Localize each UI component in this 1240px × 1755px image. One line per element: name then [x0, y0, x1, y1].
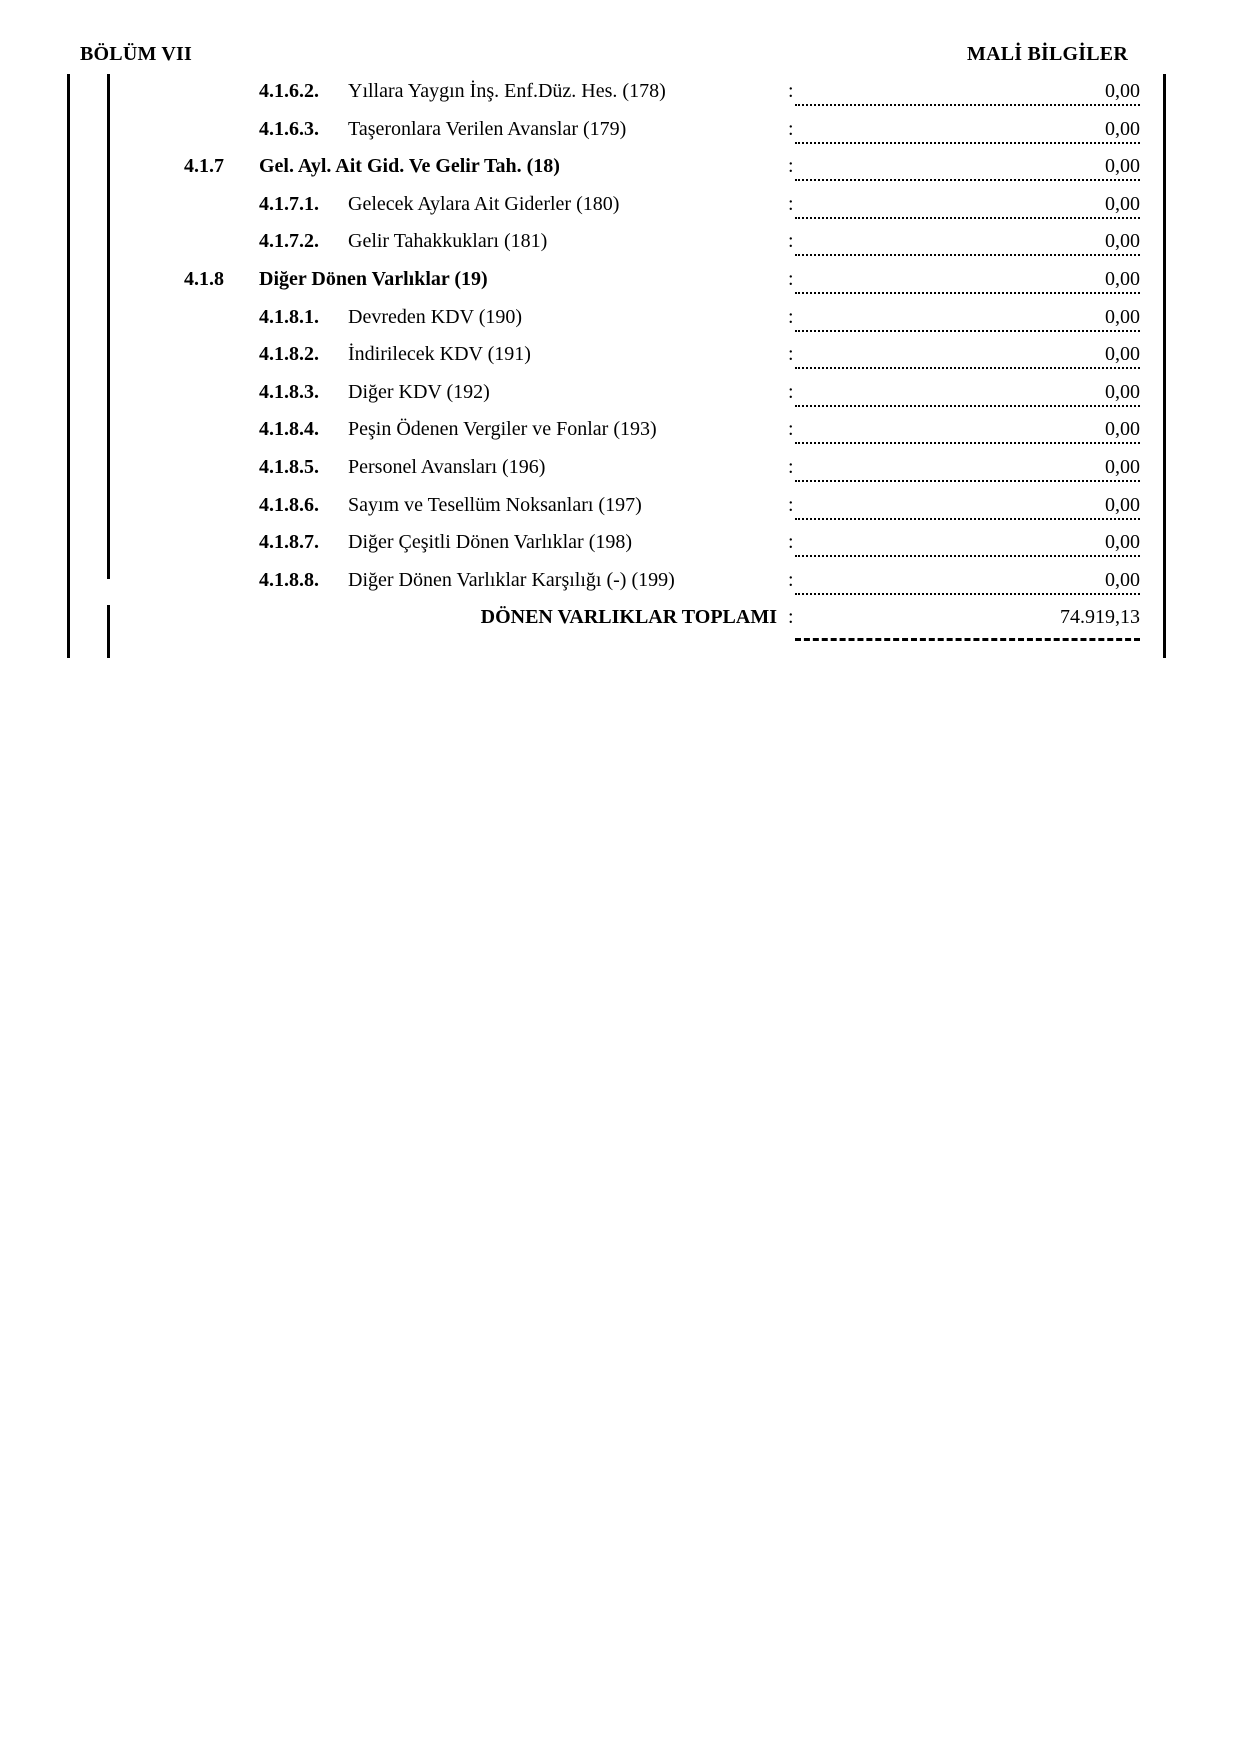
account-label: Diğer KDV (192) — [348, 380, 490, 403]
account-value: 0,00 — [1105, 267, 1140, 290]
account-label: Sayım ve Tesellüm Noksanları (197) — [348, 493, 642, 516]
dotted-leader — [795, 292, 1140, 294]
account-number: 4.1.7 — [184, 155, 224, 178]
account-value: 0,00 — [1105, 230, 1140, 253]
account-list — [0, 74, 1240, 640]
account-row — [0, 525, 1240, 563]
account-row — [0, 187, 1240, 225]
account-value: 0,00 — [1105, 418, 1140, 441]
account-label: Diğer Dönen Varlıklar (19) — [259, 267, 488, 290]
separator-colon: : — [788, 230, 794, 253]
separator-colon: : — [788, 455, 794, 478]
account-value: 0,00 — [1105, 531, 1140, 554]
account-value: 0,00 — [1105, 80, 1140, 102]
account-number: 4.1.8.3. — [259, 380, 319, 403]
account-row — [0, 412, 1240, 450]
section-title: MALİ BİLGİLER — [967, 43, 1128, 65]
separator-colon: : — [788, 117, 794, 140]
account-value: 0,00 — [1105, 192, 1140, 215]
account-number: 4.1.8.2. — [259, 343, 319, 366]
account-label: İndirilecek KDV (191) — [348, 343, 531, 366]
account-number: 4.1.8.6. — [259, 493, 319, 516]
account-number: 4.1.7.2. — [259, 230, 319, 253]
dotted-leader — [795, 330, 1140, 332]
account-label: Devreden KDV (190) — [348, 305, 523, 328]
account-number: 4.1.8.1. — [259, 305, 319, 328]
section-label: BÖLÜM VII — [80, 43, 193, 65]
separator-colon: : — [788, 343, 794, 366]
account-row — [0, 262, 1240, 300]
separator-colon: : — [788, 493, 794, 516]
account-label: Diğer Çeşitli Dönen Varlıklar (198) — [348, 531, 633, 554]
account-number: 4.1.8 — [184, 267, 224, 290]
separator-colon: : — [788, 155, 794, 178]
account-row — [0, 224, 1240, 262]
total-row — [0, 600, 1240, 640]
account-row — [0, 74, 1240, 112]
account-value: 0,00 — [1105, 493, 1140, 516]
dotted-leader — [795, 405, 1140, 407]
account-label: Gelir Tahakkukları (181) — [348, 230, 548, 253]
separator-colon: : — [788, 568, 794, 591]
total-label: DÖNEN VARLIKLAR TOPLAMI — [480, 606, 777, 629]
dotted-leader — [795, 104, 1140, 106]
dashed-underline — [795, 638, 1140, 641]
account-row — [0, 450, 1240, 488]
separator-colon: : — [788, 305, 794, 328]
account-label: Gel. Ayl. Ait Gid. Ve Gelir Tah. (18) — [259, 155, 560, 178]
dotted-leader — [795, 254, 1140, 256]
account-label: Gelecek Aylara Ait Giderler (180) — [348, 192, 620, 215]
account-number: 4.1.8.8. — [259, 568, 319, 591]
account-number: 4.1.7.1. — [259, 192, 319, 215]
account-number: 4.1.8.4. — [259, 418, 319, 441]
account-value: 0,00 — [1105, 117, 1140, 140]
separator-colon: : — [788, 418, 794, 441]
dotted-leader — [795, 442, 1140, 444]
account-row — [0, 563, 1240, 601]
account-value: 0,00 — [1105, 568, 1140, 591]
dotted-leader — [795, 518, 1140, 520]
dotted-leader — [795, 367, 1140, 369]
separator-colon: : — [788, 606, 794, 629]
dotted-leader — [795, 179, 1140, 181]
dotted-leader — [795, 593, 1140, 595]
account-label: Taşeronlara Verilen Avanslar (179) — [348, 117, 627, 140]
account-label: Peşin Ödenen Vergiler ve Fonlar (193) — [348, 418, 657, 441]
account-value: 0,00 — [1105, 155, 1140, 178]
account-row — [0, 300, 1240, 338]
account-label: Yıllara Yaygın İnş. Enf.Düz. Hes. (178) — [348, 80, 666, 102]
dotted-leader — [795, 555, 1140, 557]
account-value: 0,00 — [1105, 455, 1140, 478]
account-label: Diğer Dönen Varlıklar Karşılığı (-) (199) — [348, 568, 675, 591]
account-value: 0,00 — [1105, 380, 1140, 403]
dotted-leader — [795, 480, 1140, 482]
account-value: 0,00 — [1105, 343, 1140, 366]
separator-colon: : — [788, 192, 794, 215]
account-row — [0, 337, 1240, 375]
separator-colon: : — [788, 80, 794, 102]
account-number: 4.1.6.3. — [259, 117, 319, 140]
separator-colon: : — [788, 380, 794, 403]
total-value: 74.919,13 — [1060, 606, 1140, 629]
account-label: Personel Avansları (196) — [348, 455, 546, 478]
account-number: 4.1.8.7. — [259, 531, 319, 554]
separator-colon: : — [788, 267, 794, 290]
separator-colon: : — [788, 531, 794, 554]
account-number: 4.1.6.2. — [259, 80, 319, 102]
account-row — [0, 375, 1240, 413]
account-number: 4.1.8.5. — [259, 455, 319, 478]
account-value: 0,00 — [1105, 305, 1140, 328]
dotted-leader — [795, 217, 1140, 219]
account-row — [0, 112, 1240, 150]
account-row — [0, 488, 1240, 526]
dotted-leader — [795, 142, 1140, 144]
account-row — [0, 149, 1240, 187]
